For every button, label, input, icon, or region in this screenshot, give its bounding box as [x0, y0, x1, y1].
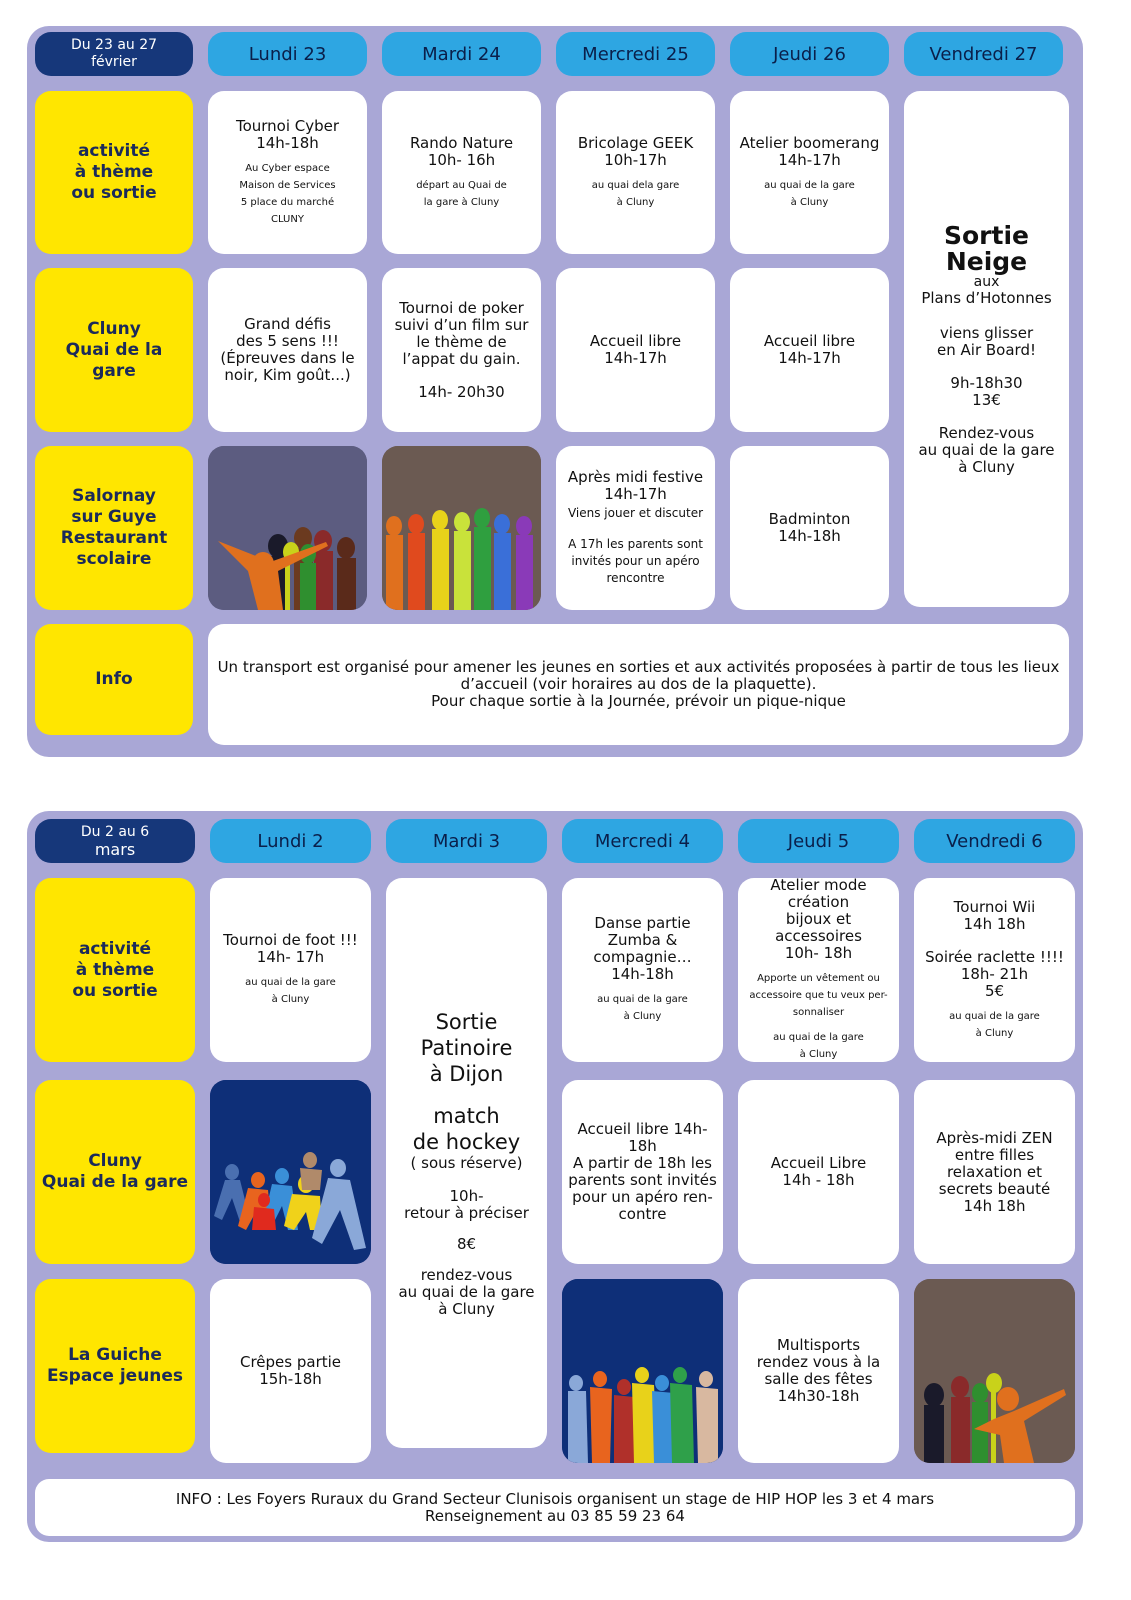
event-headline-hockey: match de hockey: [412, 1103, 521, 1154]
week1-label: [35, 32, 193, 76]
week2-thursday-activity: [738, 878, 899, 1062]
event-title: Après midi festive 14h-17h: [567, 468, 704, 503]
event-headline: Sortie Neige: [944, 220, 1029, 276]
week1-row-salornay: [35, 446, 193, 610]
event-location: départ au Quai de la gare à Cluny: [416, 179, 507, 208]
week1-wednesday-cluny: [556, 268, 715, 432]
event-location: au quai de la gare à Cluny: [949, 1010, 1040, 1039]
event-title: Grand défis des 5 sens !!! (Épreuves dans le noir, Kim goût...): [220, 315, 355, 384]
week1-day-friday: Vendredi 27: [904, 32, 1063, 76]
week2-tuesday-sortie-patinoire: [386, 878, 547, 1448]
martial-arts-silhouettes-icon: [562, 1279, 723, 1463]
week1-monday-cluny: [208, 268, 367, 432]
dancers-silhouettes-icon: [208, 446, 367, 610]
week2-monday-activity: [210, 878, 371, 1062]
week2-day-thursday: Jeudi 5: [738, 819, 899, 863]
event-title: Tournoi Wii 14h 18h: [953, 897, 1036, 933]
info-text: Un transport est organisé pour amener les jeunes en sorties et aux activités proposées à partir de tous les lieux d’accueil (voir horaires au dos de la plaquette). Pour chaque sortie à la Journée, prévoir un pique-nique: [217, 658, 1060, 710]
week1-day-tuesday: Mardi 24: [382, 32, 541, 76]
event-meeting-point: rendez-vous au quai de la gare à Cluny: [398, 1265, 535, 1318]
event-note: Viens jouer et discuter: [567, 506, 704, 520]
week1-wednesday-activity: [556, 91, 715, 254]
week2-day-wednesday: Mercredi 4: [562, 819, 723, 863]
crowd-silhouettes-icon: [382, 446, 541, 610]
event-location: au quai de la gare à Cluny: [764, 179, 855, 208]
week2-row-activity-text: activité à thème ou sortie: [72, 938, 158, 1001]
week2-monday-laguiche: [210, 1279, 371, 1463]
event-description: viens glisser en Air Board!: [937, 323, 1036, 359]
week1-tuesday-cluny: [382, 268, 541, 432]
week2-thursday-laguiche: [738, 1279, 899, 1463]
event-title: Après-midi ZEN entre filles relaxation et secrets beauté 14h 18h: [936, 1128, 1053, 1215]
event-place: Plans d’Hotonnes: [921, 288, 1052, 307]
week2-wednesday-cluny: [562, 1080, 723, 1264]
event-title: Atelier boomerang 14h-17h: [739, 133, 880, 169]
info-text-line2: Renseignement au 03 85 59 23 64: [425, 1506, 685, 1525]
week1-monday-activity: [208, 91, 367, 254]
event-note-parents: A 17h les parents sont invités pour un apéro rencontre: [568, 537, 703, 585]
week2-label-line1: Du 2 au 6: [80, 824, 150, 840]
week1-day-wednesday: Mercredi 25: [556, 32, 715, 76]
week2-row-laguiche-text: La Guiche Espace jeunes: [46, 1345, 184, 1386]
event-title: Multisports rendez vous à la salle des fêtes 14h30-18h: [756, 1336, 881, 1405]
event-time: 14h- 20h30: [418, 382, 505, 401]
week2-row-cluny: [35, 1080, 195, 1264]
week2-wednesday-activity: [562, 878, 723, 1062]
week1-row-info: [35, 624, 193, 735]
week2-day-monday: Lundi 2: [210, 819, 371, 863]
week1-row-activity: [35, 91, 193, 254]
event-title: Accueil Libre 14h - 18h: [770, 1154, 867, 1189]
week1-friday-sortie-neige: [904, 91, 1069, 607]
event-title: Badminton 14h-18h: [768, 510, 851, 545]
week1-wednesday-salornay: [556, 446, 715, 610]
week1-day-thursday: Jeudi 26: [730, 32, 889, 76]
event-title: Crêpes partie 15h-18h: [239, 1353, 342, 1388]
event-title: Accueil libre 14h-18h A partir de 18h les parents sont invités pour un apéro ren- contre: [568, 1120, 717, 1223]
event-title-raclette: Soirée raclette !!!! 18h- 21h: [925, 947, 1064, 983]
dancers-silhouettes-icon-2: [914, 1279, 1075, 1463]
week1-row-cluny-text: Cluny Quai de la gare: [65, 318, 163, 381]
week1-row-info-text: Info: [95, 669, 133, 689]
event-location: Au Cyber espace Maison de Services 5 place du marché CLUNY: [239, 162, 336, 225]
event-title: Tournoi de poker suivi d’un film sur le thème de l’appat du gain.: [394, 298, 529, 368]
event-price: 13€: [972, 390, 1001, 409]
week2-thursday-cluny: [738, 1080, 899, 1264]
week2-row-activity: [35, 878, 195, 1062]
week1-row-cluny: [35, 268, 193, 432]
week2-friday-activity: [914, 878, 1075, 1062]
event-title: Accueil libre 14h-17h: [589, 332, 682, 367]
event-price: 5€: [984, 981, 1005, 1000]
event-title: Bricolage GEEK 10h-17h: [577, 133, 694, 169]
week1-row-activity-text: activité à thème ou sortie: [71, 141, 157, 203]
event-note: Apporte un vêtement ou accessoire que tu veux per- sonnaliser: [749, 973, 888, 1018]
sports-silhouettes-icon: [210, 1080, 371, 1264]
week2-row-cluny-text: Cluny Quai de la gare: [41, 1151, 189, 1192]
week2-label-line2: mars: [94, 840, 136, 859]
event-location: au quai de la gare à Cluny: [245, 977, 336, 1005]
week1-thursday-activity: [730, 91, 889, 254]
week1-row-salornay-text: Salornay sur Guye Restaurant scolaire: [60, 486, 168, 569]
week2-day-tuesday: Mardi 3: [386, 819, 547, 863]
event-title: Tournoi Cyber 14h-18h: [235, 116, 340, 152]
week1-thursday-cluny: [730, 268, 889, 432]
event-meeting-point: Rendez-vous au quai de la gare à Cluny: [918, 423, 1055, 476]
event-location: au quai de la gare à Cluny: [773, 1032, 864, 1060]
event-title: Atelier mode création bijoux et accessoires 10h- 18h: [770, 876, 867, 962]
week1-day-monday: Lundi 23: [208, 32, 367, 76]
event-title: Accueil libre 14h-17h: [763, 332, 856, 367]
week1-tuesday-activity: [382, 91, 541, 254]
week1-label-line1: Du 23 au 27: [70, 37, 158, 53]
event-title: Danse partie Zumba & compagnie… 14h-18h: [593, 914, 692, 983]
event-time: 9h-18h30: [950, 373, 1023, 392]
week2-day-friday: Vendredi 6: [914, 819, 1075, 863]
event-location: au quai dela gare à Cluny: [591, 179, 680, 208]
event-headline: Sortie Patinoire à Dijon: [420, 1009, 513, 1086]
event-title: Rando Nature 10h- 16h: [409, 133, 514, 169]
event-aux: aux: [973, 273, 1000, 290]
week2-label: [35, 819, 195, 863]
week1-info-box: [208, 624, 1069, 745]
week2-friday-cluny: [914, 1080, 1075, 1264]
week2-info-box: [35, 1479, 1075, 1536]
event-title: Tournoi de foot !!! 14h- 17h: [223, 931, 358, 966]
week2-row-laguiche: [35, 1279, 195, 1453]
event-reserve: ( sous réserve): [410, 1153, 523, 1172]
event-price: 8€: [456, 1234, 477, 1253]
event-time: 10h- retour à préciser: [404, 1186, 529, 1222]
info-text-line1: INFO : Les Foyers Ruraux du Grand Secteur Clunisois organisent un stage de HIP HOP les 3 et 4 mars: [175, 1489, 935, 1508]
week1-label-line2: février: [91, 54, 137, 70]
week1-thursday-salornay: [730, 446, 889, 610]
event-location: au quai de la gare à Cluny: [597, 994, 688, 1022]
